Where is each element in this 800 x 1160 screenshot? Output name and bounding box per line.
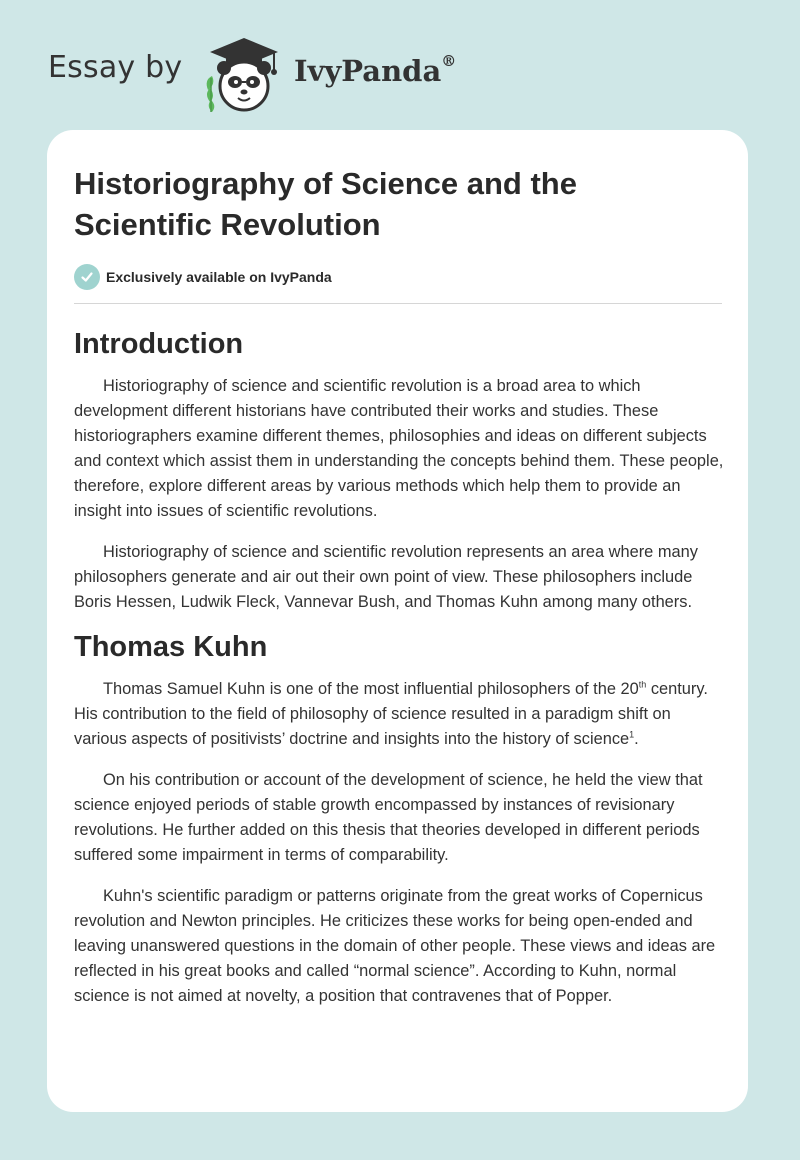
article-body [74,320,724,1009]
exclusive-badge [74,263,332,291]
footnote-ref-1[interactable]: 1 [629,729,635,740]
paragraph: Historiography of science and scientific revolution represents an area where many philosophers generate and air out their own point of view. These philosophers include Boris Hessen, Ludwik Fleck, Vannevar Bush, and Thomas Kuhn among many others. [74,543,698,611]
paragraph: Kuhn's scientific paradigm or patterns originate from the great works of Copernicus revolution and Newton principles. He criticizes these works for being open-ended and leaving unanswered questions in the domain of other people. These views and ideas are reflected in his great books and called “normal science”. According to Kuhn, normal science is not aimed at novelty, a position that contravenes that of Popper. [74,887,716,1005]
page-title: Historiography of Science and the Scientific Revolution [74,166,577,242]
section-heading-introduction: Introduction [74,328,244,360]
divider [74,303,722,304]
superscript-th: th [638,679,647,690]
section-heading-thomas-kuhn: Thomas Kuhn [74,631,268,663]
exclusive-badge-label: Exclusively available on IvyPanda [106,269,332,285]
article-card [47,130,748,1112]
site-header [48,34,548,114]
registered-mark: ® [441,52,457,70]
paragraph: Historiography of science and scientific revolution is a broad area to which development different historians have contributed their works and studies. These historiographers examine different themes, philosophies and ideas on different subjects and context which assist them in understanding the concepts behind them. These people, therefore, explore different areas by various methods which help them to provide an insight into issues of scientific revolutions. [74,377,724,520]
panda-logo-icon[interactable] [202,34,286,114]
brand-name[interactable]: IvyPanda® [294,52,457,88]
essay-by-label: Essay by [48,50,183,85]
paragraph: On his contribution or account of the development of science, he held the view that science enjoyed periods of stable growth encompassed by instances of revisionary revolutions. He further added on this thesis that theories developed in different periods suffered some impairment in terms of comparability. [74,771,703,864]
paragraph: Thomas Samuel Kuhn is one of the most influential philosophers of the 20th century. His contribution to the field of philosophy of science resulted in a paradigm shift on various aspects of positivists’ doctrine and insights into the history of science$^1$. [74,679,708,748]
check-icon [74,264,100,290]
